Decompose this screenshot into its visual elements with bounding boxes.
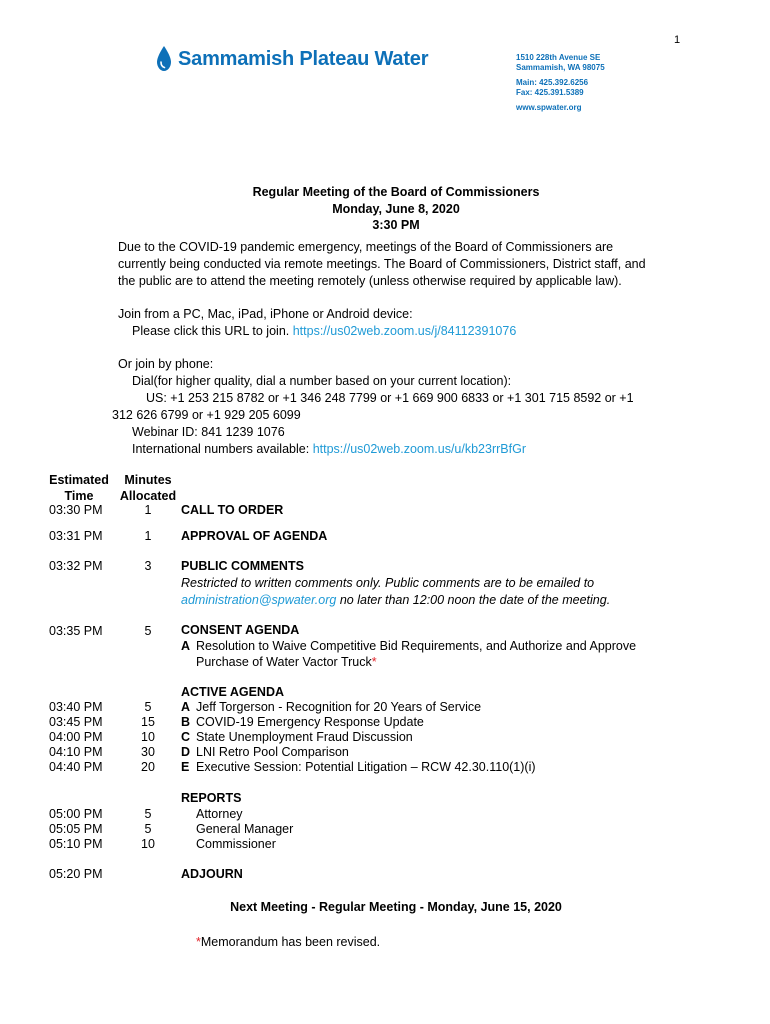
zoom-meeting-link[interactable]: https://us02web.zoom.us/j/84112391076 bbox=[292, 324, 517, 338]
active-item bbox=[181, 730, 413, 744]
water-drop-icon bbox=[154, 45, 174, 73]
item-text: Executive Session: Potential Litigation – RCW 42.30.110(1)(i) bbox=[196, 760, 536, 774]
agenda-time: 05:20 PM bbox=[49, 867, 103, 881]
active-item bbox=[181, 760, 536, 774]
main-phone: Main: 425.392.6256 bbox=[516, 78, 589, 87]
agenda-time: 04:00 PM bbox=[49, 730, 103, 744]
agenda-minutes: 5 bbox=[144, 624, 152, 638]
item-text: Resolution to Waive Competitive Bid Requirements, and Authorize and Approve bbox=[196, 639, 637, 653]
agenda-time: 04:40 PM bbox=[49, 760, 103, 774]
public-comments-title: PUBLIC COMMENTS bbox=[181, 559, 304, 573]
address-line-2: Sammamish, WA 98075 bbox=[516, 63, 605, 72]
agenda-minutes: 30 bbox=[141, 745, 155, 759]
item-letter: E bbox=[181, 760, 190, 774]
public-comments-note: Restricted to written comments only. Public comments are to be emailed to bbox=[181, 576, 595, 590]
agenda-time: 04:10 PM bbox=[49, 745, 103, 759]
consent-agenda-title: CONSENT AGENDA bbox=[181, 623, 300, 637]
join-url-line bbox=[118, 323, 516, 340]
international-numbers-line bbox=[118, 441, 634, 458]
call-to-order-title: CALL TO ORDER bbox=[181, 503, 284, 517]
international-numbers-link[interactable]: https://us02web.zoom.us/u/kb23rrBfGr bbox=[312, 442, 526, 456]
join-phone-heading: Or join by phone: bbox=[118, 357, 214, 371]
footnote-text: Memorandum has been revised. bbox=[200, 935, 381, 949]
phone-numbers-line: US: +1 253 215 8782 or +1 346 248 7799 or +1 669 900 6833 or +1 301 715 8592 or +1 bbox=[146, 391, 634, 405]
fax-number: Fax: 425.391.5389 bbox=[516, 88, 584, 97]
consent-item-a-line2 bbox=[196, 655, 377, 669]
intro-line: the public are to attend the meeting remotely (unless otherwise required by applicable law). bbox=[118, 274, 622, 288]
agenda-minutes: 15 bbox=[141, 715, 155, 729]
agenda-minutes: 20 bbox=[141, 760, 155, 774]
join-pc-heading: Join from a PC, Mac, iPad, iPhone or Android device: bbox=[118, 307, 413, 321]
intro-line: currently being conducted via remote meetings. The Board of Commissioners, District staff, and bbox=[118, 257, 646, 271]
item-text: State Unemployment Fraud Discussion bbox=[196, 730, 413, 744]
minutes-allocated-header bbox=[114, 472, 182, 504]
website-link[interactable]: www.spwater.org bbox=[516, 103, 582, 112]
active-item bbox=[181, 715, 424, 729]
logo-text: Sammamish Plateau Water bbox=[178, 47, 429, 70]
agenda-time: 03:45 PM bbox=[49, 715, 103, 729]
next-meeting: Next Meeting - Regular Meeting - Monday, June 15, 2020 bbox=[230, 900, 562, 914]
header-line: Allocated bbox=[119, 489, 177, 503]
join-pc-section bbox=[118, 306, 516, 340]
agenda-minutes: 10 bbox=[141, 837, 155, 851]
item-letter: A bbox=[181, 639, 191, 653]
page-number: 1 bbox=[674, 34, 681, 46]
footnote bbox=[196, 935, 380, 949]
report-item: Attorney bbox=[196, 807, 243, 821]
footnote-asterisk: * bbox=[196, 935, 201, 949]
agenda-time: 05:00 PM bbox=[49, 807, 103, 821]
agenda-minutes: 5 bbox=[144, 807, 152, 821]
header-line: Estimated bbox=[49, 473, 109, 487]
agenda-time: 03:32 PM bbox=[49, 559, 103, 573]
agenda-minutes: 5 bbox=[144, 700, 152, 714]
report-item: Commissioner bbox=[196, 837, 276, 851]
webinar-id: Webinar ID: 841 1239 1076 bbox=[132, 425, 285, 439]
agenda-time: 03:31 PM bbox=[49, 529, 103, 543]
consent-item-a bbox=[181, 639, 636, 653]
estimated-time-header bbox=[44, 472, 114, 504]
join-phone-section bbox=[112, 356, 634, 458]
meeting-time: 3:30 PM bbox=[372, 218, 420, 232]
item-letter: B bbox=[181, 715, 191, 729]
agenda-time: 03:40 PM bbox=[49, 700, 103, 714]
meeting-title: Regular Meeting of the Board of Commissioners bbox=[252, 185, 540, 199]
agenda-minutes: 1 bbox=[144, 503, 152, 517]
public-comments-note-line2 bbox=[181, 593, 610, 607]
header-line: Time bbox=[64, 489, 94, 503]
logo bbox=[154, 44, 428, 74]
agenda-time: 03:30 PM bbox=[49, 503, 103, 517]
intro-line: Due to the COVID-19 pandemic emergency, meetings of the Board of Commissioners are bbox=[118, 240, 614, 254]
agenda-minutes: 3 bbox=[144, 559, 152, 573]
international-label: International numbers available: bbox=[132, 442, 310, 456]
approval-of-agenda-title: APPROVAL OF AGENDA bbox=[181, 529, 328, 543]
header-line: Minutes bbox=[124, 473, 172, 487]
agenda-time: 05:05 PM bbox=[49, 822, 103, 836]
intro-paragraph bbox=[118, 239, 646, 290]
item-text: LNI Retro Pool Comparison bbox=[196, 745, 349, 759]
active-agenda-title: ACTIVE AGENDA bbox=[181, 685, 285, 699]
item-text: Jeff Torgerson - Recognition for 20 Years of Service bbox=[196, 700, 482, 714]
active-item bbox=[181, 700, 481, 714]
item-text: COVID-19 Emergency Response Update bbox=[196, 715, 424, 729]
agenda-time: 03:35 PM bbox=[49, 624, 103, 638]
item-letter: A bbox=[181, 700, 191, 714]
adjourn-title: ADJOURN bbox=[181, 867, 243, 881]
item-letter: D bbox=[181, 745, 191, 759]
meeting-date: Monday, June 8, 2020 bbox=[332, 202, 460, 216]
join-url-label: Please click this URL to join. bbox=[132, 324, 290, 338]
phone-numbers-line: 312 626 6799 or +1 929 205 6099 bbox=[112, 408, 301, 422]
dial-instructions: Dial(for higher quality, dial a number based on your current location): bbox=[132, 374, 512, 388]
reports-title: REPORTS bbox=[181, 791, 242, 805]
report-item: General Manager bbox=[196, 822, 294, 836]
revised-asterisk: * bbox=[371, 655, 377, 669]
contact-block bbox=[516, 53, 605, 113]
item-text: Purchase of Water Vactor Truck bbox=[196, 655, 372, 669]
agenda-time: 05:10 PM bbox=[49, 837, 103, 851]
agenda-minutes: 1 bbox=[144, 529, 152, 543]
active-item bbox=[181, 745, 349, 759]
admin-email-link[interactable]: administration@spwater.org bbox=[181, 593, 337, 607]
public-comments-deadline: no later than 12:00 noon the date of the meeting. bbox=[336, 593, 611, 607]
item-letter: C bbox=[181, 730, 191, 744]
agenda-minutes: 5 bbox=[144, 822, 152, 836]
agenda-minutes: 10 bbox=[141, 730, 155, 744]
address-line-1: 1510 228th Avenue SE bbox=[516, 53, 601, 62]
